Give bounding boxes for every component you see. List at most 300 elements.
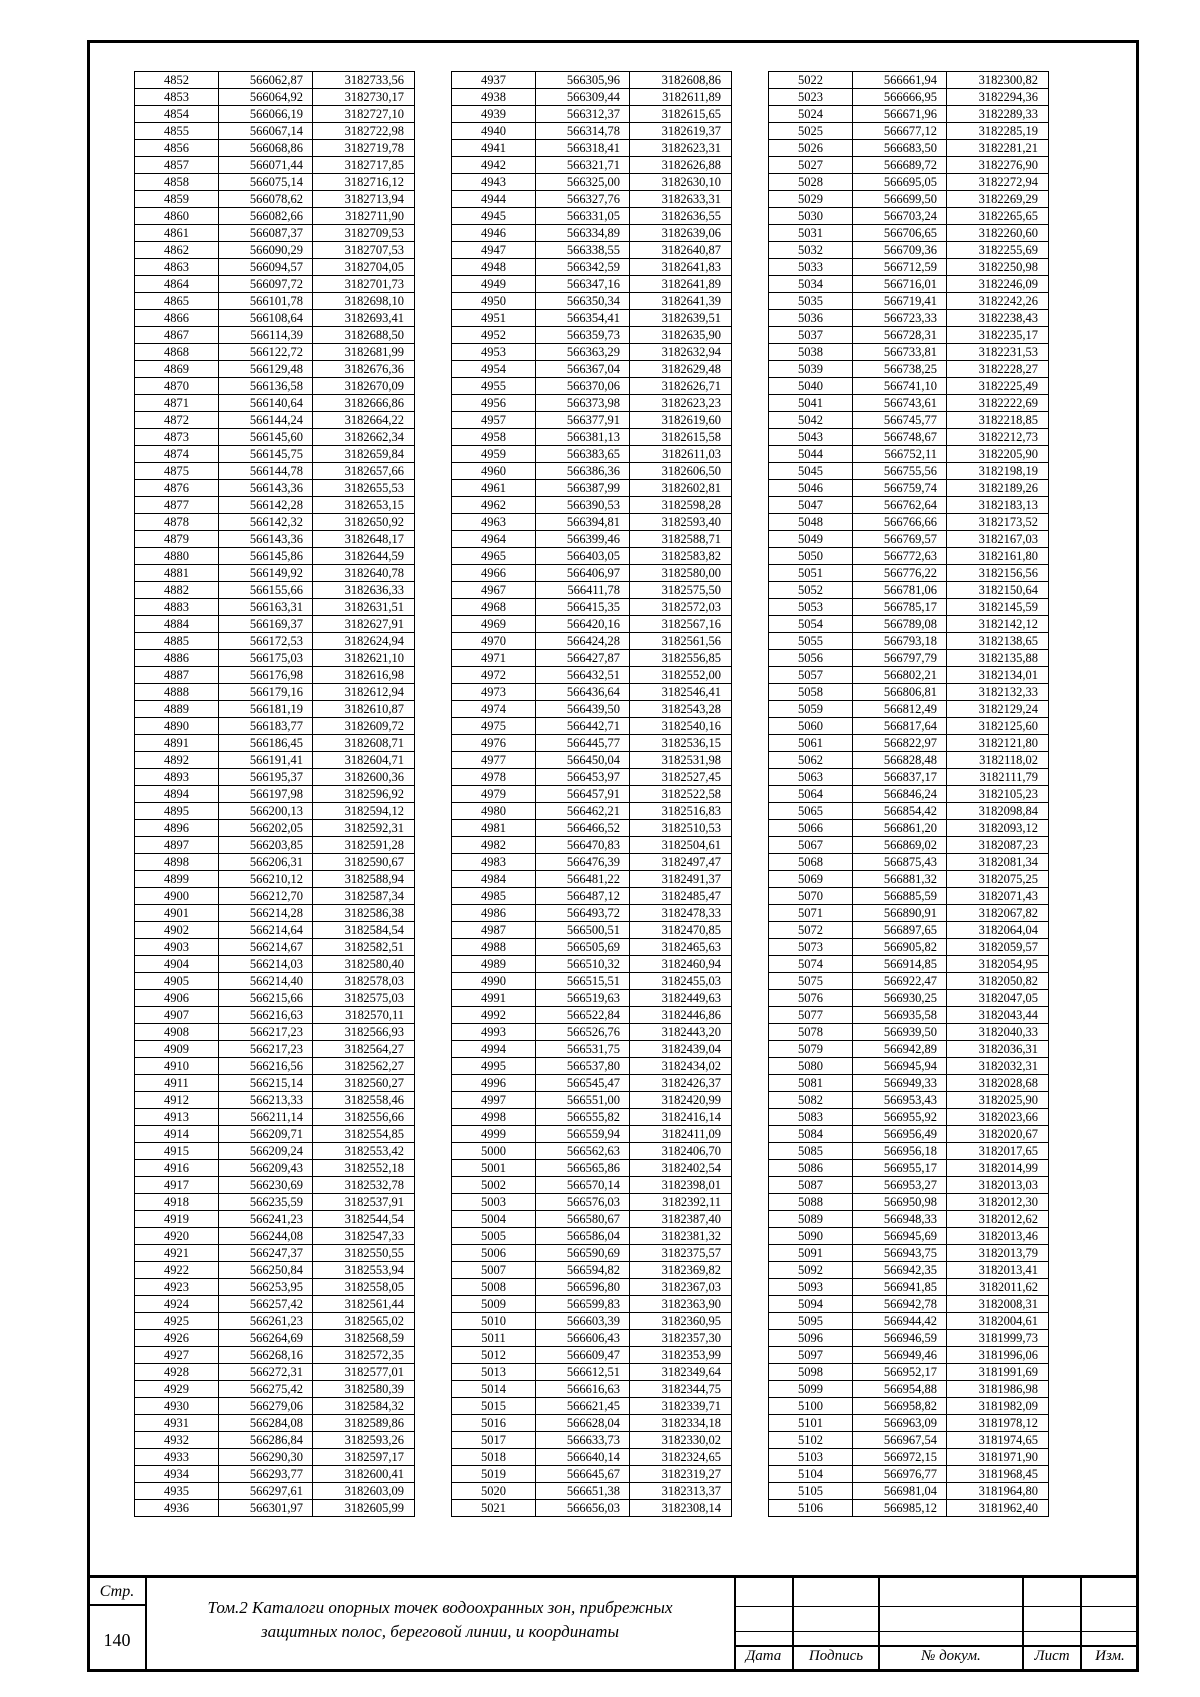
point-number: 4984: [452, 871, 536, 888]
x-coordinate: 566531,75: [536, 1041, 630, 1058]
y-coordinate: 3182121,80: [947, 735, 1049, 752]
x-coordinate: 566436,64: [536, 684, 630, 701]
y-coordinate: 3182047,05: [947, 990, 1049, 1007]
point-number: 5102: [769, 1432, 853, 1449]
table-row: [452, 242, 732, 259]
point-number: 4858: [135, 174, 219, 191]
table-row: [135, 412, 415, 429]
x-coordinate: 566129,48: [219, 361, 313, 378]
table-row: [452, 1211, 732, 1228]
point-number: 5038: [769, 344, 853, 361]
y-coordinate: 3182566,93: [313, 1024, 415, 1041]
table-row: [452, 344, 732, 361]
table-row: [452, 956, 732, 973]
table-row: [769, 1415, 1049, 1432]
point-number: 4936: [135, 1500, 219, 1517]
table-row: [135, 1347, 415, 1364]
point-number: 4981: [452, 820, 536, 837]
x-coordinate: 566394,81: [536, 514, 630, 531]
x-coordinate: 566963,09: [853, 1415, 947, 1432]
point-number: 5043: [769, 429, 853, 446]
point-number: 5081: [769, 1075, 853, 1092]
table-row: [769, 1211, 1049, 1228]
table-row: [452, 1194, 732, 1211]
x-coordinate: 566140,64: [219, 395, 313, 412]
table-row: [135, 1160, 415, 1177]
table-row: [769, 1126, 1049, 1143]
x-coordinate: 566942,89: [853, 1041, 947, 1058]
point-number: 5018: [452, 1449, 536, 1466]
x-coordinate: 566279,06: [219, 1398, 313, 1415]
y-coordinate: 3182036,31: [947, 1041, 1049, 1058]
table-row: [769, 514, 1049, 531]
point-number: 5032: [769, 242, 853, 259]
point-number: 5072: [769, 922, 853, 939]
y-coordinate: 3182455,03: [630, 973, 732, 990]
point-number: 4942: [452, 157, 536, 174]
table-row: [452, 480, 732, 497]
point-number: 5063: [769, 769, 853, 786]
point-number: 4941: [452, 140, 536, 157]
table-row: [769, 1177, 1049, 1194]
table-row: [452, 378, 732, 395]
x-coordinate: 566241,23: [219, 1211, 313, 1228]
x-coordinate: 566628,04: [536, 1415, 630, 1432]
table-row: [135, 310, 415, 327]
point-number: 4878: [135, 514, 219, 531]
table-row: [135, 752, 415, 769]
table-row: [769, 871, 1049, 888]
table-row: [769, 531, 1049, 548]
document-title: [150, 1596, 730, 1644]
point-number: 5066: [769, 820, 853, 837]
point-number: 4955: [452, 378, 536, 395]
table-row: [135, 701, 415, 718]
table-row: [452, 1041, 732, 1058]
x-coordinate: 566939,50: [853, 1024, 947, 1041]
y-coordinate: 3182294,36: [947, 89, 1049, 106]
y-coordinate: 3182578,03: [313, 973, 415, 990]
table-row: [452, 1245, 732, 1262]
x-coordinate: 566390,53: [536, 497, 630, 514]
x-coordinate: 566551,00: [536, 1092, 630, 1109]
y-coordinate: 3182605,99: [313, 1500, 415, 1517]
x-coordinate: 566793,18: [853, 633, 947, 650]
table-row: [135, 1279, 415, 1296]
point-number: 4945: [452, 208, 536, 225]
table-row: [769, 1347, 1049, 1364]
x-coordinate: 566505,69: [536, 939, 630, 956]
table-row: [769, 973, 1049, 990]
y-coordinate: 3182004,61: [947, 1313, 1049, 1330]
point-number: 4921: [135, 1245, 219, 1262]
y-coordinate: 3182616,98: [313, 667, 415, 684]
table-row: [135, 242, 415, 259]
x-coordinate: 566411,78: [536, 582, 630, 599]
table-row: [769, 684, 1049, 701]
x-coordinate: 566603,39: [536, 1313, 630, 1330]
x-coordinate: 566359,73: [536, 327, 630, 344]
x-coordinate: 566181,19: [219, 701, 313, 718]
y-coordinate: 3182238,43: [947, 310, 1049, 327]
table-row: [452, 446, 732, 463]
point-number: 4998: [452, 1109, 536, 1126]
point-number: 4901: [135, 905, 219, 922]
point-number: 5055: [769, 633, 853, 650]
x-coordinate: 566432,51: [536, 667, 630, 684]
point-number: 4987: [452, 922, 536, 939]
y-coordinate: 3182289,33: [947, 106, 1049, 123]
point-number: 4992: [452, 1007, 536, 1024]
table-row: [769, 752, 1049, 769]
x-coordinate: 566481,22: [536, 871, 630, 888]
point-number: 5057: [769, 667, 853, 684]
table-row: [769, 1313, 1049, 1330]
x-coordinate: 566318,41: [536, 140, 630, 157]
point-number: 5074: [769, 956, 853, 973]
x-coordinate: 566342,59: [536, 259, 630, 276]
y-coordinate: 3182552,00: [630, 667, 732, 684]
y-coordinate: 3182161,80: [947, 548, 1049, 565]
x-coordinate: 566759,74: [853, 480, 947, 497]
table-row: [135, 905, 415, 922]
point-number: 5029: [769, 191, 853, 208]
table-row: [769, 208, 1049, 225]
x-coordinate: 566656,03: [536, 1500, 630, 1517]
point-number: 4909: [135, 1041, 219, 1058]
table-row: [135, 956, 415, 973]
y-coordinate: 3181968,45: [947, 1466, 1049, 1483]
point-number: 4997: [452, 1092, 536, 1109]
y-coordinate: 3182067,82: [947, 905, 1049, 922]
y-coordinate: 3182449,63: [630, 990, 732, 1007]
point-number: 4883: [135, 599, 219, 616]
point-number: 4930: [135, 1398, 219, 1415]
point-number: 4877: [135, 497, 219, 514]
y-coordinate: 3182572,03: [630, 599, 732, 616]
y-coordinate: 3182580,40: [313, 956, 415, 973]
table-row: [135, 854, 415, 871]
x-coordinate: 566885,59: [853, 888, 947, 905]
y-coordinate: 3182553,42: [313, 1143, 415, 1160]
y-coordinate: 3182075,25: [947, 871, 1049, 888]
y-coordinate: 3182597,17: [313, 1449, 415, 1466]
x-coordinate: 566172,53: [219, 633, 313, 650]
table-row: [135, 973, 415, 990]
y-coordinate: 3182552,18: [313, 1160, 415, 1177]
x-coordinate: 566487,12: [536, 888, 630, 905]
x-coordinate: 566719,41: [853, 293, 947, 310]
y-coordinate: 3182205,90: [947, 446, 1049, 463]
point-number: 4949: [452, 276, 536, 293]
y-coordinate: 3182189,26: [947, 480, 1049, 497]
y-coordinate: 3182324,65: [630, 1449, 732, 1466]
point-number: 5093: [769, 1279, 853, 1296]
y-coordinate: 3182250,98: [947, 259, 1049, 276]
x-coordinate: 566699,50: [853, 191, 947, 208]
table-row: [769, 429, 1049, 446]
table-row: [135, 633, 415, 650]
point-number: 5039: [769, 361, 853, 378]
point-number: 4905: [135, 973, 219, 990]
y-coordinate: 3182644,59: [313, 548, 415, 565]
point-number: 4924: [135, 1296, 219, 1313]
table-row: [452, 1381, 732, 1398]
point-number: 4927: [135, 1347, 219, 1364]
table-row: [135, 480, 415, 497]
change-label: Изм.: [1095, 1648, 1125, 1664]
x-coordinate: 566769,57: [853, 531, 947, 548]
point-number: 5083: [769, 1109, 853, 1126]
x-coordinate: 566981,04: [853, 1483, 947, 1500]
y-coordinate: 3182556,85: [630, 650, 732, 667]
y-coordinate: 3182565,02: [313, 1313, 415, 1330]
point-number: 5077: [769, 1007, 853, 1024]
point-number: 4951: [452, 310, 536, 327]
table-row: [769, 820, 1049, 837]
x-coordinate: 566755,56: [853, 463, 947, 480]
x-coordinate: 566253,95: [219, 1279, 313, 1296]
x-coordinate: 566946,59: [853, 1330, 947, 1347]
y-coordinate: 3182640,78: [313, 565, 415, 582]
table-row: [135, 446, 415, 463]
x-coordinate: 566822,97: [853, 735, 947, 752]
x-coordinate: 566439,50: [536, 701, 630, 718]
point-number: 4867: [135, 327, 219, 344]
point-number: 5078: [769, 1024, 853, 1041]
y-coordinate: 3182017,65: [947, 1143, 1049, 1160]
x-coordinate: 566244,08: [219, 1228, 313, 1245]
x-coordinate: 566594,82: [536, 1262, 630, 1279]
table-row: [769, 701, 1049, 718]
point-number: 4931: [135, 1415, 219, 1432]
x-coordinate: 566944,42: [853, 1313, 947, 1330]
x-coordinate: 566314,78: [536, 123, 630, 140]
y-coordinate: 3182544,54: [313, 1211, 415, 1228]
point-number: 4973: [452, 684, 536, 701]
table-row: [769, 1228, 1049, 1245]
x-coordinate: 566922,47: [853, 973, 947, 990]
table-row: [769, 922, 1049, 939]
x-coordinate: 566383,65: [536, 446, 630, 463]
point-number: 5076: [769, 990, 853, 1007]
x-coordinate: 566420,16: [536, 616, 630, 633]
x-coordinate: 566854,42: [853, 803, 947, 820]
y-coordinate: 3182470,85: [630, 922, 732, 939]
y-coordinate: 3182491,37: [630, 871, 732, 888]
point-number: 4976: [452, 735, 536, 752]
point-number: 5071: [769, 905, 853, 922]
point-number: 4872: [135, 412, 219, 429]
x-coordinate: 566235,59: [219, 1194, 313, 1211]
point-number: 4937: [452, 72, 536, 89]
table-row: [135, 1449, 415, 1466]
table-row: [452, 939, 732, 956]
point-number: 4890: [135, 718, 219, 735]
x-coordinate: 566386,36: [536, 463, 630, 480]
point-number: 5051: [769, 565, 853, 582]
y-coordinate: 3182020,67: [947, 1126, 1049, 1143]
x-coordinate: 566381,13: [536, 429, 630, 446]
y-coordinate: 3182676,36: [313, 361, 415, 378]
table-row: [769, 1262, 1049, 1279]
table-row: [452, 1109, 732, 1126]
y-coordinate: 3182300,82: [947, 72, 1049, 89]
x-coordinate: 566470,83: [536, 837, 630, 854]
point-number: 4885: [135, 633, 219, 650]
y-coordinate: 3182465,63: [630, 939, 732, 956]
point-number: 4926: [135, 1330, 219, 1347]
y-coordinate: 3182568,59: [313, 1330, 415, 1347]
y-coordinate: 3182657,66: [313, 463, 415, 480]
point-number: 5023: [769, 89, 853, 106]
y-coordinate: 3182013,79: [947, 1245, 1049, 1262]
x-coordinate: 566163,31: [219, 599, 313, 616]
x-coordinate: 566321,71: [536, 157, 630, 174]
x-coordinate: 566457,91: [536, 786, 630, 803]
point-number: 5065: [769, 803, 853, 820]
point-number: 4946: [452, 225, 536, 242]
point-number: 5035: [769, 293, 853, 310]
x-coordinate: 566179,16: [219, 684, 313, 701]
x-coordinate: 566142,28: [219, 497, 313, 514]
y-coordinate: 3182619,37: [630, 123, 732, 140]
y-coordinate: 3182627,91: [313, 616, 415, 633]
point-number: 5007: [452, 1262, 536, 1279]
table-row: [769, 769, 1049, 786]
point-number: 5050: [769, 548, 853, 565]
y-coordinate: 3182330,02: [630, 1432, 732, 1449]
x-coordinate: 566149,92: [219, 565, 313, 582]
table-row: [452, 1313, 732, 1330]
x-coordinate: 566354,41: [536, 310, 630, 327]
y-coordinate: 3182339,71: [630, 1398, 732, 1415]
stamp-divider: [88, 1604, 146, 1606]
x-coordinate: 566956,49: [853, 1126, 947, 1143]
x-coordinate: 566272,31: [219, 1364, 313, 1381]
x-coordinate: 566445,77: [536, 735, 630, 752]
point-number: 4860: [135, 208, 219, 225]
y-coordinate: 3182655,53: [313, 480, 415, 497]
point-number: 4972: [452, 667, 536, 684]
x-coordinate: 566169,37: [219, 616, 313, 633]
y-coordinate: 3182556,66: [313, 1109, 415, 1126]
x-coordinate: 566703,24: [853, 208, 947, 225]
table-row: [135, 1075, 415, 1092]
x-coordinate: 566097,72: [219, 276, 313, 293]
y-coordinate: 3182012,30: [947, 1194, 1049, 1211]
x-coordinate: 566082,66: [219, 208, 313, 225]
x-coordinate: 566216,63: [219, 1007, 313, 1024]
point-number: 5008: [452, 1279, 536, 1296]
point-number: 4968: [452, 599, 536, 616]
table-row: [769, 1041, 1049, 1058]
y-coordinate: 3182648,17: [313, 531, 415, 548]
table-row: [135, 990, 415, 1007]
y-coordinate: 3182722,98: [313, 123, 415, 140]
point-number: 4969: [452, 616, 536, 633]
table-row: [135, 1381, 415, 1398]
x-coordinate: 566309,44: [536, 89, 630, 106]
y-coordinate: 3182623,23: [630, 395, 732, 412]
x-coordinate: 566363,29: [536, 344, 630, 361]
table-row: [452, 735, 732, 752]
x-coordinate: 566067,14: [219, 123, 313, 140]
y-coordinate: 3182640,87: [630, 242, 732, 259]
y-coordinate: 3181978,12: [947, 1415, 1049, 1432]
y-coordinate: 3182485,47: [630, 888, 732, 905]
point-number: 4913: [135, 1109, 219, 1126]
y-coordinate: 3182118,02: [947, 752, 1049, 769]
point-number: 4922: [135, 1262, 219, 1279]
table-row: [135, 174, 415, 191]
point-number: 4868: [135, 344, 219, 361]
y-coordinate: 3182357,30: [630, 1330, 732, 1347]
point-number: 5100: [769, 1398, 853, 1415]
x-coordinate: 566890,91: [853, 905, 947, 922]
point-number: 5013: [452, 1364, 536, 1381]
x-coordinate: 566215,14: [219, 1075, 313, 1092]
x-coordinate: 566206,31: [219, 854, 313, 871]
table-row: [769, 803, 1049, 820]
y-coordinate: 3182688,50: [313, 327, 415, 344]
point-number: 4990: [452, 973, 536, 990]
table-row: [769, 276, 1049, 293]
y-coordinate: 3181962,40: [947, 1500, 1049, 1517]
x-coordinate: 566143,36: [219, 531, 313, 548]
table-row: [769, 667, 1049, 684]
x-coordinate: 566145,86: [219, 548, 313, 565]
table-row: [135, 1041, 415, 1058]
y-coordinate: 3182575,03: [313, 990, 415, 1007]
table-row: [769, 361, 1049, 378]
y-coordinate: 3182392,11: [630, 1194, 732, 1211]
point-number: 4895: [135, 803, 219, 820]
point-number: 4996: [452, 1075, 536, 1092]
point-number: 4916: [135, 1160, 219, 1177]
y-coordinate: 3182064,04: [947, 922, 1049, 939]
point-number: 4855: [135, 123, 219, 140]
x-coordinate: 566290,30: [219, 1449, 313, 1466]
point-number: 5089: [769, 1211, 853, 1228]
x-coordinate: 566576,03: [536, 1194, 630, 1211]
table-row: [769, 412, 1049, 429]
point-number: 4947: [452, 242, 536, 259]
table-row: [769, 786, 1049, 803]
table-row: [135, 803, 415, 820]
y-coordinate: 3182536,15: [630, 735, 732, 752]
y-coordinate: 3182636,33: [313, 582, 415, 599]
table-row: [452, 888, 732, 905]
point-number: 5005: [452, 1228, 536, 1245]
y-coordinate: 3181996,06: [947, 1347, 1049, 1364]
y-coordinate: 3182406,70: [630, 1143, 732, 1160]
table-row: [135, 735, 415, 752]
y-coordinate: 3182198,19: [947, 463, 1049, 480]
table-row: [452, 463, 732, 480]
table-row: [769, 1483, 1049, 1500]
x-coordinate: 566327,76: [536, 191, 630, 208]
point-number: 4959: [452, 446, 536, 463]
y-coordinate: 3182478,33: [630, 905, 732, 922]
y-coordinate: 3182550,55: [313, 1245, 415, 1262]
x-coordinate: 566510,32: [536, 956, 630, 973]
x-coordinate: 566661,94: [853, 72, 947, 89]
x-coordinate: 566875,43: [853, 854, 947, 871]
point-number: 4884: [135, 616, 219, 633]
y-coordinate: 3182013,41: [947, 1262, 1049, 1279]
x-coordinate: 566250,84: [219, 1262, 313, 1279]
